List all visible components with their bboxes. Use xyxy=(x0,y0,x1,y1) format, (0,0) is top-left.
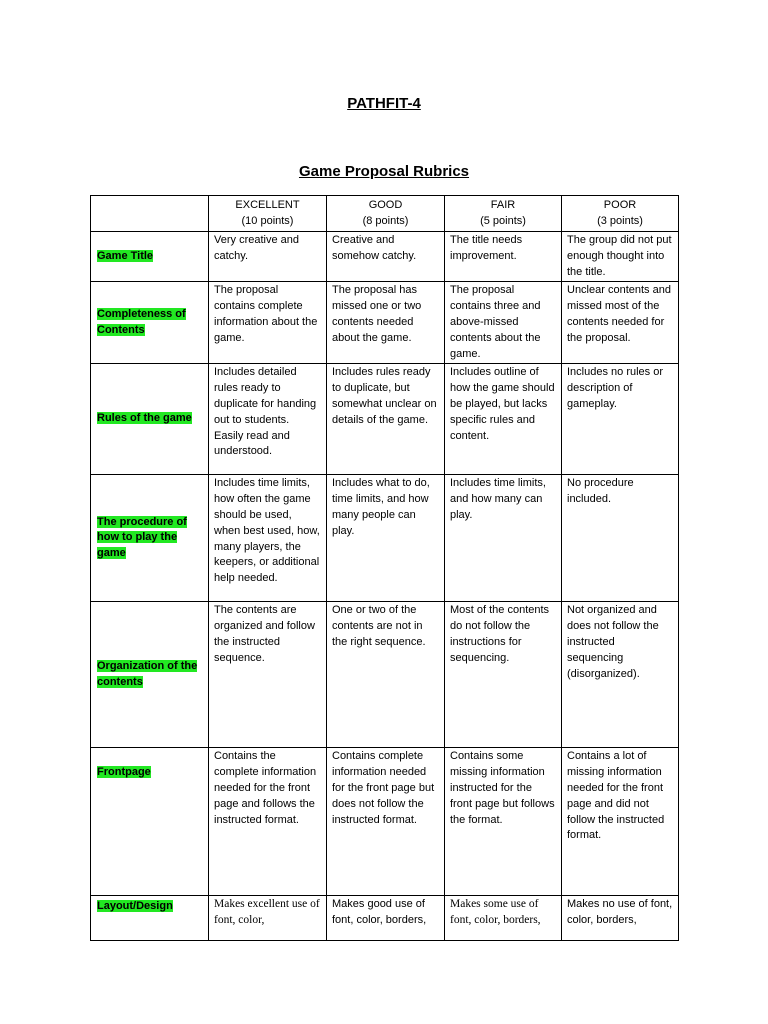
criterion-label: Rules of the game xyxy=(97,412,192,425)
header-cell-criterion xyxy=(91,196,209,232)
fair-cell: Includes outline of how the game should be played, but lacks specific rules and content. xyxy=(445,364,562,475)
header-level: FAIR xyxy=(490,199,516,211)
criterion-cell xyxy=(91,748,209,896)
poor-cell: No procedure included. xyxy=(562,475,679,602)
header-cell-excellent xyxy=(209,196,327,232)
poor-cell: Includes no rules or description of gameplay. xyxy=(562,364,679,475)
header-cell-fair xyxy=(445,196,562,232)
rubric-table xyxy=(90,195,679,941)
criterion-cell xyxy=(91,232,209,282)
fair-cell: Most of the contents do not follow the instructions for sequencing. xyxy=(445,602,562,748)
header-cell-poor xyxy=(562,196,679,232)
criterion-label: Completeness of Contents xyxy=(97,308,186,336)
poor-cell: Makes no use of font, color, borders, xyxy=(562,896,679,941)
poor-cell: Not organized and does not follow the instructed sequencing (disorganized). xyxy=(562,602,679,748)
excellent-cell: Makes excellent use of font, color, xyxy=(209,896,327,941)
criterion-label: Frontpage xyxy=(97,766,151,779)
poor-cell: Unclear contents and missed most of the contents needed for the proposal. xyxy=(562,282,679,364)
table-row xyxy=(91,748,679,896)
header-points: (5 points) xyxy=(480,215,526,227)
header-points: (10 points) xyxy=(241,215,294,227)
criterion-label: Organization of the contents xyxy=(97,660,198,688)
good-cell: Includes what to do, time limits, and how many people can play. xyxy=(327,475,445,602)
criterion-label: Game Title xyxy=(97,249,154,262)
criterion-cell xyxy=(91,475,209,602)
table-row xyxy=(91,232,679,282)
criterion-cell xyxy=(91,896,209,941)
fair-cell: Makes some use of font, color, borders, xyxy=(445,896,562,941)
header-level: GOOD xyxy=(368,199,403,211)
poor-cell: Contains a lot of missing information needed for the front page and did not follow the instructed format. xyxy=(562,748,679,896)
good-cell: Includes rules ready to duplicate, but somewhat unclear on details of the game. xyxy=(327,364,445,475)
header-level: EXCELLENT xyxy=(235,199,300,211)
fair-cell: Contains some missing information instructed for the front page but follows the format. xyxy=(445,748,562,896)
excellent-cell: Includes detailed rules ready to duplicate for handing out to students. Easily read and understood. xyxy=(209,364,327,475)
fair-cell: Includes time limits, and how many can play. xyxy=(445,475,562,602)
criterion-cell xyxy=(91,364,209,475)
poor-cell: The group did not put enough thought into the title. xyxy=(562,232,679,282)
good-cell: The proposal has missed one or two contents needed about the game. xyxy=(327,282,445,364)
excellent-cell: Very creative and catchy. xyxy=(209,232,327,282)
table-row xyxy=(91,475,679,602)
header-cell-good xyxy=(327,196,445,232)
excellent-cell: Contains the complete information needed for the front page and follows the instructed format. xyxy=(209,748,327,896)
fair-cell: The title needs improvement. xyxy=(445,232,562,282)
excellent-cell: Includes time limits, how often the game should be used, when best used, how, many players, the keepers, or additional help needed. xyxy=(209,475,327,602)
table-row xyxy=(91,602,679,748)
good-cell: Contains complete information needed for the front page but does not follow the instructed format. xyxy=(327,748,445,896)
good-cell: Makes good use of font, color, borders, xyxy=(327,896,445,941)
table-row xyxy=(91,896,679,941)
fair-cell: The proposal contains three and above-missed contents about the game. xyxy=(445,282,562,364)
good-cell: Creative and somehow catchy. xyxy=(327,232,445,282)
header-row xyxy=(91,196,679,232)
good-cell: One or two of the contents are not in the right sequence. xyxy=(327,602,445,748)
criterion-cell xyxy=(91,602,209,748)
criterion-cell xyxy=(91,282,209,364)
criterion-label: Layout/Design xyxy=(97,900,173,913)
header-points: (8 points) xyxy=(362,215,409,227)
document-subtitle: Game Proposal Rubrics xyxy=(298,163,470,180)
criterion-label: The procedure of how to play the game xyxy=(97,515,187,560)
header-points: (3 points) xyxy=(597,215,643,227)
document-title: PATHFIT-4 xyxy=(347,95,421,112)
table-row xyxy=(91,282,679,364)
table-row xyxy=(91,364,679,475)
excellent-cell: The proposal contains complete information about the game. xyxy=(209,282,327,364)
excellent-cell: The contents are organized and follow the instructed sequence. xyxy=(209,602,327,748)
header-level: POOR xyxy=(603,199,637,211)
